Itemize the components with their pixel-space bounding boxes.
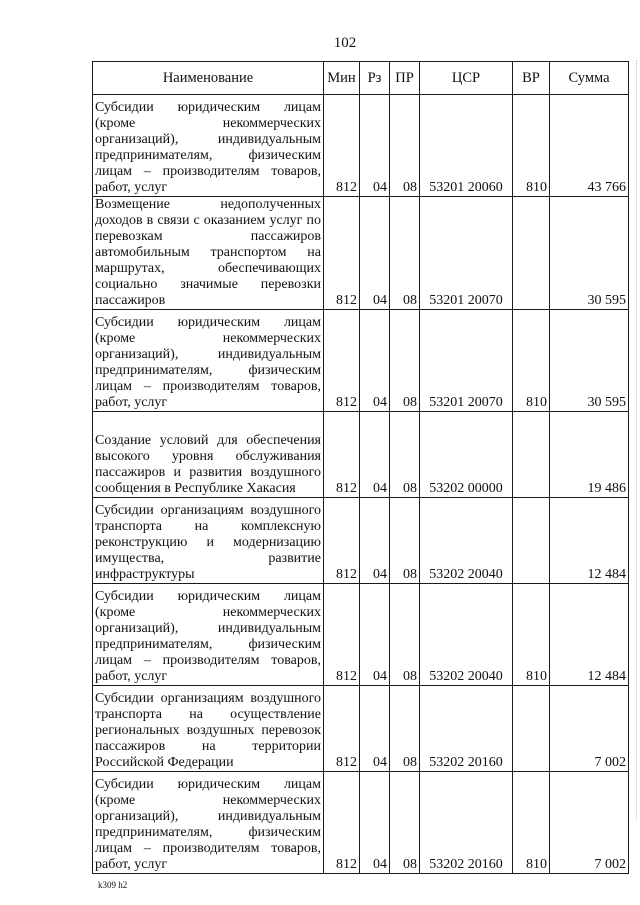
- row-rz: 04: [360, 310, 390, 412]
- column-header-vr: ВР: [513, 62, 550, 95]
- column-header-sum: Сумма: [550, 62, 629, 95]
- column-header-pr: ПР: [390, 62, 420, 95]
- table-row: [93, 310, 629, 412]
- row-csr: 53202 00000: [420, 412, 513, 498]
- column-header-min: Мин: [324, 62, 360, 95]
- row-csr: 53202 20160: [420, 772, 513, 874]
- row-pr: 08: [390, 498, 420, 584]
- row-sum: 43 766: [550, 95, 629, 197]
- column-header-rz: Рз: [360, 62, 390, 95]
- row-min: 812: [324, 197, 360, 310]
- column-header-name: Наименование: [93, 62, 324, 95]
- row-name: Субсидии юридическим лицам (кроме некоммерческих организаций), индивидуальным предпринимателям, физическим лицам – производителям товаров, работ, услуг: [93, 95, 324, 197]
- row-name: Субсидии организациям воздушного транспорта на комплексную реконструкцию и модернизацию имущества, развитие инфраструктуры: [93, 498, 324, 584]
- row-vr: 810: [513, 772, 550, 874]
- row-name: Субсидии юридическим лицам (кроме некоммерческих организаций), индивидуальным предпринимателям, физическим лицам – производителям товаров, работ, услуг: [93, 772, 324, 874]
- budget-table: [92, 61, 629, 874]
- row-sum: 7 002: [550, 772, 629, 874]
- row-pr: 08: [390, 197, 420, 310]
- row-rz: 04: [360, 95, 390, 197]
- row-vr: [513, 498, 550, 584]
- row-name: Субсидии юридическим лицам (кроме некоммерческих организаций), индивидуальным предпринимателям, физическим лицам – производителям товаров, работ, услуг: [93, 310, 324, 412]
- footer-code: k309 h2: [98, 880, 128, 890]
- row-rz: 04: [360, 498, 390, 584]
- row-sum: 30 595: [550, 197, 629, 310]
- row-csr: 53201 20070: [420, 197, 513, 310]
- row-min: 812: [324, 772, 360, 874]
- row-vr: [513, 412, 550, 498]
- scan-edge-divider: [635, 60, 637, 820]
- row-rz: 04: [360, 686, 390, 772]
- page-number: 102: [333, 35, 357, 51]
- row-vr: 810: [513, 584, 550, 686]
- row-sum: 12 484: [550, 498, 629, 584]
- row-min: 812: [324, 584, 360, 686]
- table-row: [93, 197, 629, 310]
- row-pr: 08: [390, 310, 420, 412]
- row-sum: 7 002: [550, 686, 629, 772]
- row-name: Возмещение недополученных доходов в связи с оказанием услуг по перевозкам пассажиров автомобильным транспортом на маршрутах, обеспечивающих социально значимые перевозки пассажиров: [93, 197, 324, 310]
- row-csr: 53202 20040: [420, 498, 513, 584]
- row-vr: [513, 197, 550, 310]
- table-row: [93, 498, 629, 584]
- row-min: 812: [324, 310, 360, 412]
- table-row: [93, 95, 629, 197]
- row-name: Субсидии организациям воздушного транспорта на осуществление региональных воздушных перевозок пассажиров на территории Российской Федерации: [93, 686, 324, 772]
- row-rz: 04: [360, 772, 390, 874]
- column-header-csr: ЦСР: [420, 62, 513, 95]
- row-name: Субсидии юридическим лицам (кроме некоммерческих организаций), индивидуальным предпринимателям, физическим лицам – производителям товаров, работ, услуг: [93, 584, 324, 686]
- row-vr: 810: [513, 95, 550, 197]
- row-sum: 12 484: [550, 584, 629, 686]
- row-pr: 08: [390, 95, 420, 197]
- row-rz: 04: [360, 584, 390, 686]
- table-row: [93, 686, 629, 772]
- row-rz: 04: [360, 412, 390, 498]
- table-row: [93, 412, 629, 498]
- row-csr: 53202 20040: [420, 584, 513, 686]
- row-csr: 53202 20160: [420, 686, 513, 772]
- table-row: [93, 584, 629, 686]
- row-min: 812: [324, 498, 360, 584]
- row-vr: 810: [513, 310, 550, 412]
- row-min: 812: [324, 412, 360, 498]
- header-row: [93, 62, 629, 95]
- row-sum: 19 486: [550, 412, 629, 498]
- row-min: 812: [324, 686, 360, 772]
- row-pr: 08: [390, 584, 420, 686]
- row-vr: [513, 686, 550, 772]
- row-min: 812: [324, 95, 360, 197]
- row-pr: 08: [390, 686, 420, 772]
- row-rz: 04: [360, 197, 390, 310]
- row-sum: 30 595: [550, 310, 629, 412]
- row-pr: 08: [390, 412, 420, 498]
- row-pr: 08: [390, 772, 420, 874]
- row-name: Создание условий для обеспечения высокого уровня обслуживания пассажиров и развития воздушного сообщения в Республике Хакасия: [93, 412, 324, 498]
- table-row: [93, 772, 629, 874]
- row-csr: 53201 20060: [420, 95, 513, 197]
- row-csr: 53201 20070: [420, 310, 513, 412]
